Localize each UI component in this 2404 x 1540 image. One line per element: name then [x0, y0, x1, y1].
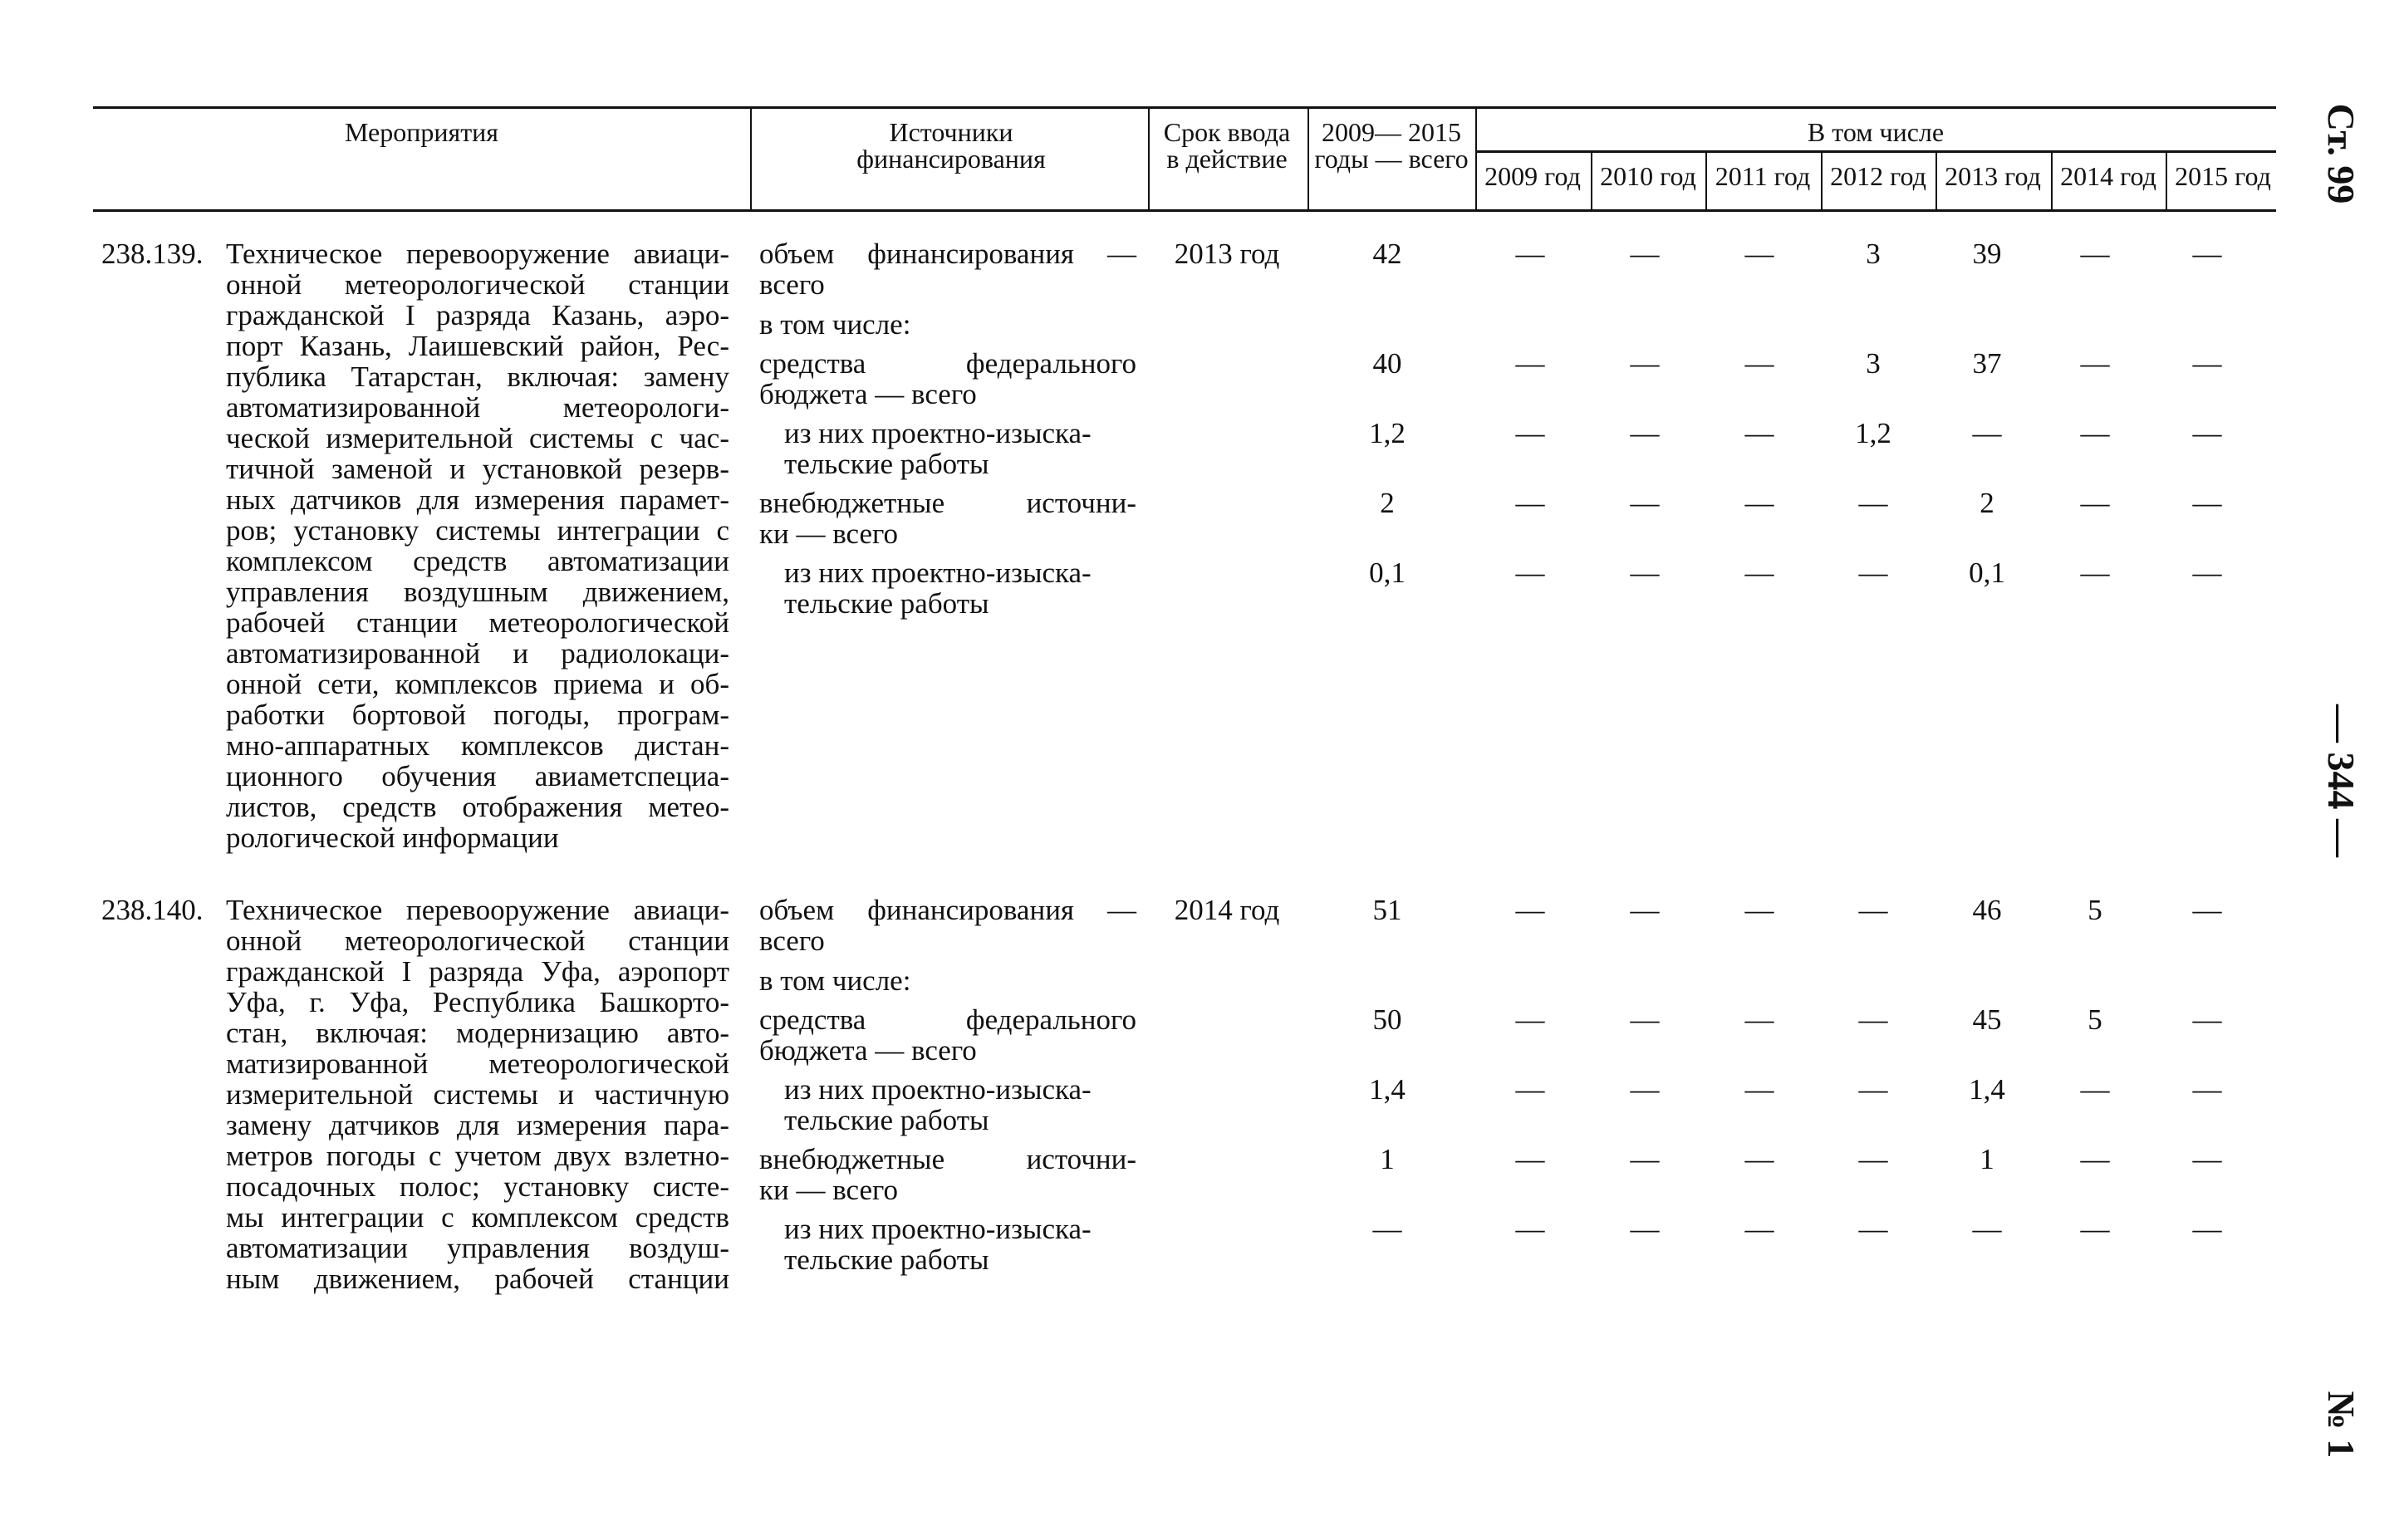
source-line: средства федерального — [759, 1003, 1136, 1036]
source-line: объем финансирования — — [759, 894, 1136, 926]
entry-term: 2013 год — [1174, 238, 1280, 270]
year-value: — — [1515, 1073, 1545, 1106]
source-line: тельские работы — [784, 1243, 989, 1276]
measure-line: ционного обучения авиаметспециа- — [226, 760, 729, 792]
year-value: — — [1744, 1213, 1774, 1245]
year-value: — — [2080, 1073, 2110, 1106]
header-year: 2013 год — [1945, 161, 2041, 191]
year-value: — — [2192, 238, 2222, 270]
measure-line: посадочных полос; установку систе- — [226, 1170, 729, 1203]
year-value: — — [2192, 557, 2222, 589]
year-value: — — [1858, 1073, 1888, 1106]
year-value: 3 — [1866, 347, 1881, 380]
measure-line: комплексом средств автоматизации — [226, 545, 729, 577]
measure-line: рологической информации — [226, 821, 559, 854]
year-value: 1,2 — [1855, 417, 1891, 449]
header-bottom-rule — [93, 209, 2276, 212]
measure-line: публика Татарстан, включая: замену — [226, 360, 729, 393]
year-value: — — [1744, 894, 1774, 926]
measure-line: гражданской I разряда Казань, аэро- — [226, 299, 729, 331]
year-value: — — [1744, 1143, 1774, 1175]
year-value: — — [1515, 347, 1545, 380]
year-value: — — [1630, 557, 1660, 589]
total-value: 42 — [1372, 238, 1402, 270]
measure-line: стан, включая: модернизацию авто- — [226, 1017, 729, 1049]
year-value: — — [1858, 894, 1888, 926]
measure-line: матизированной метеорологической — [226, 1047, 729, 1080]
measure-line: измерительной системы и частичную — [226, 1078, 729, 1111]
measure-line: рабочей станции метеорологической — [226, 606, 729, 639]
entry-number: 238.139. — [101, 238, 204, 270]
year-value: — — [1515, 557, 1545, 589]
year-value: — — [1515, 894, 1545, 926]
measure-line: замену датчиков для измерения пара- — [226, 1109, 729, 1141]
year-value: — — [2080, 1143, 2110, 1175]
measure-line: гражданской I разряда Уфа, аэропорт — [226, 955, 729, 988]
source-line: из них проектно-изыска- — [784, 417, 1092, 449]
measure-line: тичной заменой и установкой резерв- — [226, 453, 729, 485]
year-value: — — [1744, 487, 1774, 519]
year-value: — — [1515, 487, 1545, 519]
measure-line: управления воздушным движением, — [226, 576, 729, 608]
year-value: — — [2080, 238, 2110, 270]
source-line: в том числе: — [759, 308, 911, 341]
col-separator — [750, 107, 752, 210]
measure-line: автоматизированной и радиолокаци- — [226, 637, 729, 669]
year-value: — — [2192, 894, 2222, 926]
year-value: — — [1858, 557, 1888, 589]
year-value: — — [1515, 1003, 1545, 1036]
year-value: — — [1630, 894, 1660, 926]
total-value: 0,1 — [1369, 557, 1406, 589]
year-value: — — [2080, 1213, 2110, 1245]
year-value: — — [1630, 238, 1660, 270]
year-value: — — [1744, 1073, 1774, 1106]
measure-line: работки бортовой погоды, програм- — [226, 699, 729, 731]
source-line: всего — [759, 268, 825, 301]
table-top-rule — [93, 106, 2276, 109]
measure-line: листов, средств отображения метео- — [226, 791, 729, 823]
measure-line: мы интеграции с комплексом средств — [226, 1201, 729, 1233]
year-value: 5 — [2088, 894, 2102, 926]
year-value: — — [1858, 1213, 1888, 1245]
source-line: внебюджетные источни- — [759, 487, 1136, 519]
year-value: — — [1858, 1003, 1888, 1036]
header-including: В том числе — [1807, 117, 1945, 147]
header-year: 2014 год — [2060, 161, 2156, 191]
year-value: — — [2192, 1003, 2222, 1036]
year-value: — — [2192, 1213, 2222, 1245]
measure-line: онной метеорологической станции — [226, 924, 729, 957]
measure-line: Уфа, г. Уфа, Республика Башкорто- — [226, 986, 729, 1018]
issue-number: № 1 — [2320, 1390, 2362, 1459]
source-line: внебюджетные источни- — [759, 1143, 1136, 1175]
total-value: 50 — [1372, 1003, 1402, 1036]
source-line: бюджета — всего — [759, 1034, 977, 1067]
year-value: — — [1630, 417, 1660, 449]
header-sources: Источники финансирования — [856, 117, 1046, 174]
year-value: 46 — [1972, 894, 2002, 926]
measure-line: метров погоды с учетом двух взлетно- — [226, 1140, 729, 1172]
year-value: — — [1858, 1143, 1888, 1175]
measure-line: ных датчиков для измерения парамет- — [226, 483, 729, 516]
source-line: из них проектно-изыска- — [784, 1073, 1092, 1106]
header-year: 2010 год — [1600, 161, 1696, 191]
measure-line: ным движением, рабочей станции — [226, 1263, 729, 1295]
source-line: всего — [759, 924, 825, 957]
entry-number: 238.140. — [101, 894, 204, 926]
total-value: — — [1372, 1213, 1402, 1245]
year-value: — — [1630, 1073, 1660, 1106]
source-line: бюджета — всего — [759, 378, 977, 410]
year-value: — — [1744, 347, 1774, 380]
header-total: 2009— 2015 годы — всего — [1314, 117, 1469, 174]
year-subheader-rule — [1475, 150, 2276, 153]
header-measures: Мероприятия — [344, 117, 499, 147]
year-value: — — [1744, 238, 1774, 270]
measure-line: онной метеорологической станции — [226, 268, 729, 301]
year-value: 37 — [1972, 347, 2002, 380]
year-value: — — [2080, 487, 2110, 519]
header-year: 2015 год — [2175, 161, 2271, 191]
year-value: — — [1515, 1143, 1545, 1175]
total-value: 51 — [1372, 894, 1402, 926]
year-value: — — [1972, 1213, 2002, 1245]
source-line: тельские работы — [784, 587, 989, 620]
header-year: 2012 год — [1830, 161, 1926, 191]
measure-line: ров; установку системы интеграции с — [226, 514, 729, 547]
header-year: 2011 год — [1715, 161, 1811, 191]
year-value: — — [1630, 487, 1660, 519]
year-value: — — [2192, 1143, 2222, 1175]
source-line: ки — всего — [759, 1174, 899, 1206]
total-value: 1 — [1380, 1143, 1395, 1175]
measure-line: порт Казань, Лаишевский район, Рес- — [226, 330, 729, 362]
col-separator — [1148, 107, 1150, 210]
source-line: ки — всего — [759, 517, 899, 550]
year-value: 39 — [1972, 238, 2002, 270]
measure-line: мно-аппаратных комплексов дистан- — [226, 729, 729, 762]
source-line: в том числе: — [759, 964, 911, 997]
year-value: — — [1744, 417, 1774, 449]
measure-line: автоматизированной метеорологи- — [226, 391, 729, 424]
year-value: — — [1630, 347, 1660, 380]
source-line: тельские работы — [784, 1104, 989, 1136]
col-separator — [1307, 107, 1309, 210]
year-value: — — [1515, 417, 1545, 449]
year-value: — — [1630, 1003, 1660, 1036]
year-value: 1 — [1980, 1143, 1994, 1175]
year-value: — — [1744, 557, 1774, 589]
total-value: 2 — [1380, 487, 1395, 519]
measure-line: онной сети, комплексов приема и об- — [226, 668, 729, 700]
measure-line: Техническое перевооружение авиаци- — [226, 894, 729, 926]
header-term: Срок ввода в действие — [1163, 117, 1291, 174]
year-value: — — [2192, 1073, 2222, 1106]
source-line: тельские работы — [784, 448, 989, 480]
measure-line: автоматизации управления воздуш- — [226, 1232, 729, 1264]
page-number: — 344 — — [2320, 704, 2362, 857]
measure-line: ческой измерительной системы с час- — [226, 422, 729, 454]
year-value: — — [2192, 487, 2222, 519]
year-value: — — [1630, 1213, 1660, 1245]
source-line: из них проектно-изыска- — [784, 557, 1092, 589]
year-value: — — [2080, 557, 2110, 589]
entry-term: 2014 год — [1174, 894, 1280, 926]
year-value: — — [1972, 417, 2002, 449]
year-value: — — [1858, 487, 1888, 519]
year-value: — — [2080, 347, 2110, 380]
year-value: — — [1630, 1143, 1660, 1175]
year-value: — — [2080, 417, 2110, 449]
year-value: 5 — [2088, 1003, 2102, 1036]
year-value: 45 — [1972, 1003, 2002, 1036]
total-value: 40 — [1372, 347, 1402, 380]
source-line: объем финансирования — — [759, 238, 1136, 270]
page-reference: Ст. 99 — [2320, 103, 2362, 204]
total-value: 1,4 — [1369, 1073, 1406, 1106]
year-value: — — [1515, 1213, 1545, 1245]
year-value: 2 — [1980, 487, 1994, 519]
measure-line: Техническое перевооружение авиаци- — [226, 238, 729, 270]
year-value: 3 — [1866, 238, 1881, 270]
total-value: 1,2 — [1369, 417, 1406, 449]
year-value: — — [2192, 417, 2222, 449]
year-value: — — [2192, 347, 2222, 380]
year-value: 0,1 — [1969, 557, 2005, 589]
source-line: средства федерального — [759, 347, 1136, 380]
year-value: 1,4 — [1969, 1073, 2005, 1106]
source-line: из них проектно-изыска- — [784, 1213, 1092, 1245]
year-value: — — [1515, 238, 1545, 270]
header-year: 2009 год — [1484, 161, 1581, 191]
year-value: — — [1744, 1003, 1774, 1036]
